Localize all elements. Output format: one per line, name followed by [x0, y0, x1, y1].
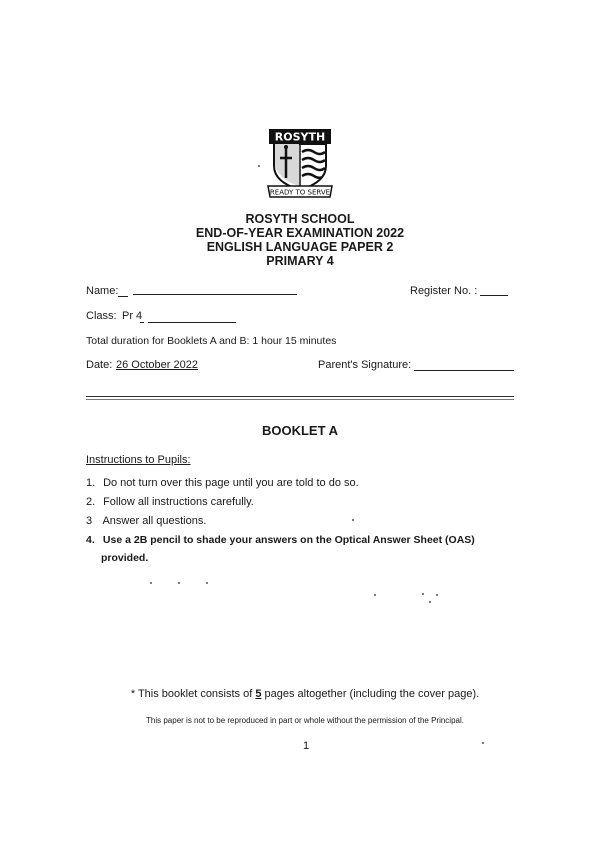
instruction-text: Do not turn over this page until you are told to do so.	[103, 477, 359, 489]
instruction-item-4-continued: provided.	[101, 552, 149, 564]
scan-speck	[150, 582, 152, 584]
pages-prefix: * This booklet consists of	[130, 688, 256, 700]
name-line-short	[118, 296, 128, 297]
school-name: ROSYTH SCHOOL	[245, 212, 355, 226]
register-label: Register No. :	[410, 285, 478, 297]
separator-line	[86, 396, 514, 397]
date-label: Date:	[86, 359, 113, 371]
instruction-item-1	[86, 476, 359, 490]
booklet-title: BOOKLET A	[261, 423, 339, 438]
instruction-text: Answer all questions.	[102, 515, 207, 527]
scan-speck	[352, 519, 354, 521]
parent-signature-label: Parent's Signature:	[318, 359, 412, 371]
instruction-number: 1.	[86, 477, 96, 489]
name-field[interactable]	[133, 294, 297, 295]
instruction-item-3	[86, 514, 206, 528]
instruction-item-2	[86, 495, 254, 509]
class-label: Class:	[86, 310, 117, 322]
class-field[interactable]	[148, 322, 236, 323]
instruction-number: 2.	[86, 496, 96, 508]
booklet-page-info	[0, 688, 600, 700]
scan-speck	[429, 601, 431, 603]
page-number: 1	[302, 740, 310, 752]
scan-speck	[436, 594, 438, 596]
date-value: 26 October 2022	[116, 359, 198, 371]
class-line-short	[140, 322, 144, 323]
crest-motto: READY TO SERVE	[269, 188, 331, 197]
exam-title: END-OF-YEAR EXAMINATION 2022	[195, 226, 405, 240]
instruction-number: 4.	[86, 534, 95, 546]
scan-speck	[422, 593, 424, 595]
instructions-heading: Instructions to Pupils:	[86, 454, 191, 466]
paper-title: ENGLISH LANGUAGE PAPER 2	[206, 240, 394, 254]
parent-signature-field[interactable]	[414, 370, 514, 371]
instruction-item-4	[86, 533, 475, 547]
separator-line-secondary	[86, 399, 514, 400]
level-title: PRIMARY 4	[266, 254, 334, 268]
pages-count: 5	[255, 688, 262, 700]
instruction-number: 3	[86, 515, 93, 527]
total-duration: Total duration for Booklets A and B: 1 hour 15 minutes	[86, 335, 337, 347]
scan-speck	[178, 582, 180, 584]
instruction-text: Use a 2B pencil to shade your answers on the Optical Answer Sheet (OAS)	[102, 534, 475, 546]
scan-speck	[258, 165, 260, 167]
register-field[interactable]	[480, 295, 508, 296]
school-crest	[266, 128, 334, 198]
class-value: Pr 4	[122, 310, 143, 322]
instruction-text: Follow all instructions carefully.	[103, 496, 254, 508]
scan-speck	[374, 594, 376, 596]
crest-top-text: ROSYTH	[274, 130, 326, 144]
copyright-notice: This paper is not to be reproduced in part or whole without the permission of the Principal.	[146, 716, 464, 725]
name-label: Name:	[86, 285, 119, 297]
scan-speck	[206, 582, 208, 584]
pages-suffix: pages altogether (including the cover page).	[261, 688, 480, 700]
